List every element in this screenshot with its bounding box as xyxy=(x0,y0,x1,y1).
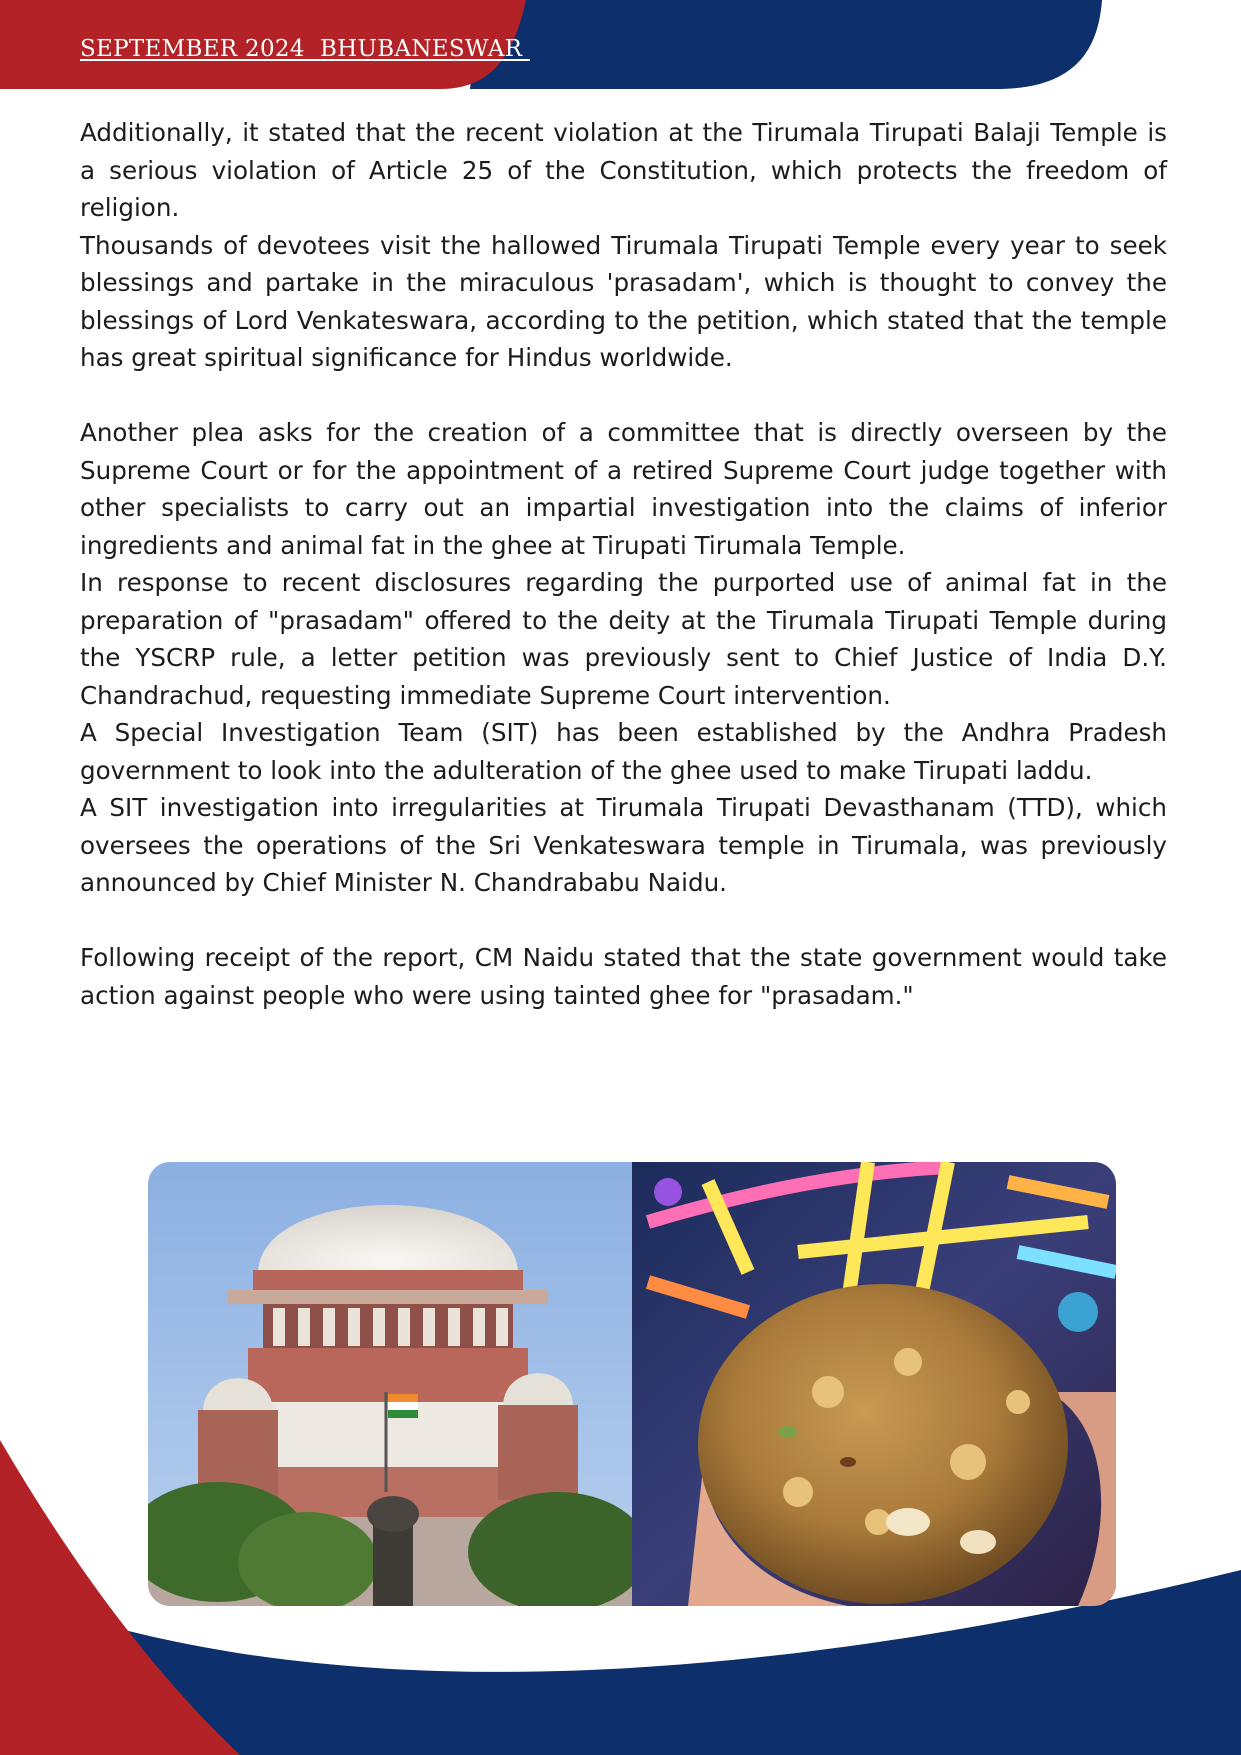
article-paragraph: A SIT investigation into irregularities at Tirumala Tirupati Devasthanam (TTD), which oversees the operations of the Sri Venkateswara temple in Tirumala, was previously announced by Chief Minister N. Chandrababu Naidu. xyxy=(80,793,1167,897)
header-navy-shape xyxy=(470,0,1102,89)
article-paragraph: Thousands of devotees visit the hallowed Tirumala Tirupati Temple every year to seek blessings and partake in the miraculous 'prasadam', which is thought to convey the blessings of Lord Venkateswara, according to the petition, which stated that the temple has great spiritual significance for Hindus worldwide. xyxy=(80,230,1167,372)
article-paragraph: A Special Investigation Team (SIT) has been established by the Andhra Pradesh government to look into the adulteration of the ghee used to make Tirupati laddu. xyxy=(80,718,1167,785)
page-number: 34 xyxy=(1115,36,1146,64)
article-photo xyxy=(148,1162,1116,1606)
article-paragraph: Additionally, it stated that the recent violation at the Tirumala Tirupati Balaji Temple is a serious violation of Article 25 of the Constitution, which protects the freedom of religion. xyxy=(80,118,1167,222)
article-body xyxy=(80,114,1167,1014)
photo-collage xyxy=(148,1162,1116,1606)
article-paragraph: Another plea asks for the creation of a committee that is directly overseen by the Supreme Court or for the appointment of a retired Supreme Court judge together with other specialists to carry out an impartial investigation into the claims of inferior ingredients and animal fat in the ghee at Tirupati Tirumala Temple. xyxy=(80,418,1167,560)
laddu-image xyxy=(632,1162,1116,1606)
supreme-court-image xyxy=(148,1162,648,1606)
article-paragraph: In response to recent disclosures regarding the purported use of animal fat in the preparation of "prasadam" offered to the deity at the Tirumala Tirupati Temple during the YSCRP rule, a letter petition was previously sent to Chief Justice of India D.Y. Chandrachud, requesting immediate Supreme Court intervention. xyxy=(80,568,1167,710)
header-title: SEPTEMBER 2024 BHUBANESWAR xyxy=(80,36,530,62)
article-paragraph: Following receipt of the report, CM Naidu stated that the state government would take action against people who were using tainted ghee for "prasadam." xyxy=(80,943,1167,1010)
